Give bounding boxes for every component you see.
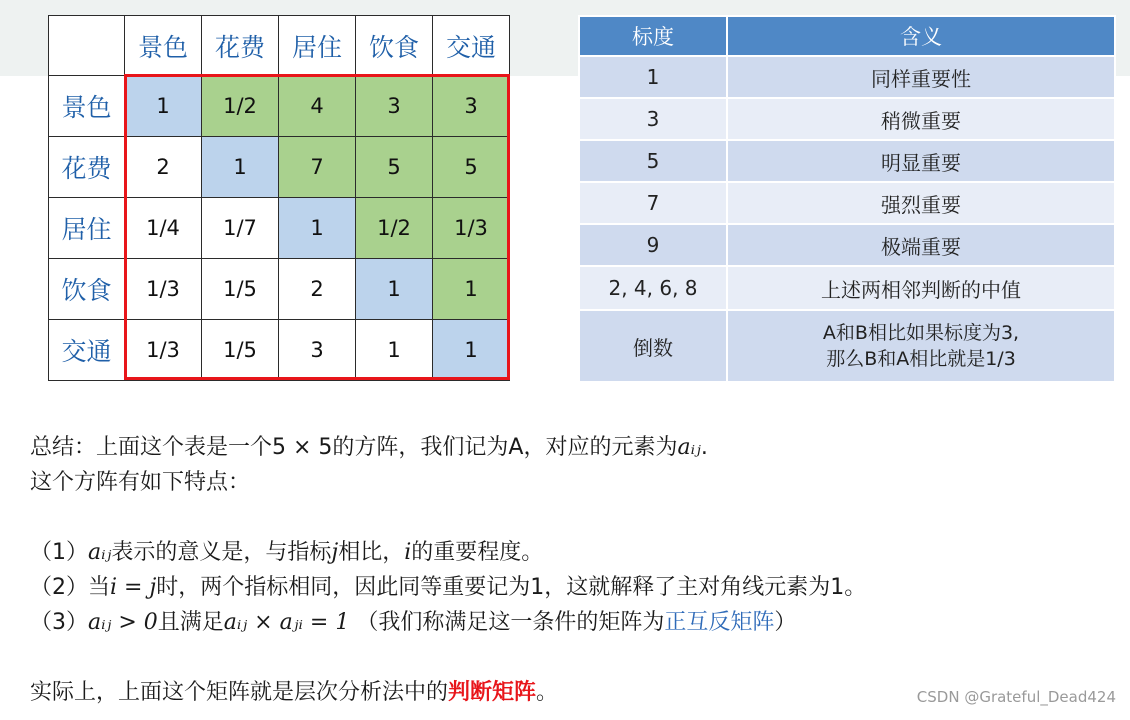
scale-meaning-table bbox=[578, 15, 1116, 383]
matrix-cell-upper: 1/3 bbox=[433, 198, 510, 259]
matrix-header-row bbox=[49, 16, 510, 76]
scale-meaning: 强烈重要 bbox=[727, 182, 1115, 224]
math-positive-condition: aᵢⱼ > 0 bbox=[88, 610, 158, 635]
scale-table-header bbox=[579, 16, 1115, 56]
matrix-cell-upper: 3 bbox=[356, 76, 433, 137]
matrix-row-header: 居住 bbox=[49, 198, 125, 259]
feature-item-1 bbox=[30, 535, 543, 566]
math-reciprocal-condition: aᵢⱼ × aⱼᵢ = 1 bbox=[223, 610, 350, 635]
scale-meaning-line: 那么B和A相比就是1/3 bbox=[826, 348, 1016, 370]
item-text: 的重要程度。 bbox=[411, 540, 544, 565]
scale-row bbox=[579, 56, 1115, 98]
matrix-col-header: 景色 bbox=[125, 16, 202, 76]
matrix-col-header: 饮食 bbox=[356, 16, 433, 76]
matrix-cell-diagonal: 1 bbox=[356, 259, 433, 320]
feature-item-2 bbox=[30, 570, 866, 601]
matrix-row bbox=[49, 137, 510, 198]
scale-meaning: 上述两相邻判断的中值 bbox=[727, 266, 1115, 310]
matrix-cell-upper: 3 bbox=[433, 76, 510, 137]
scale-row bbox=[579, 266, 1115, 310]
scale-value: 9 bbox=[579, 224, 727, 266]
conclusion-text: 。 bbox=[536, 680, 559, 705]
matrix-cell-lower: 1 bbox=[356, 320, 433, 381]
matrix-row-header: 交通 bbox=[49, 320, 125, 381]
scale-value: 倒数 bbox=[579, 310, 727, 382]
judgment-matrix-table bbox=[48, 15, 510, 381]
matrix-cell-upper: 5 bbox=[433, 137, 510, 198]
math-aij: aᵢⱼ bbox=[88, 540, 112, 565]
scale-row bbox=[579, 310, 1115, 382]
matrix-row-header: 景色 bbox=[49, 76, 125, 137]
scale-row bbox=[579, 224, 1115, 266]
matrix-cell-upper: 1/2 bbox=[356, 198, 433, 259]
matrix-row-header: 花费 bbox=[49, 137, 125, 198]
item-number: （1） bbox=[30, 540, 88, 565]
scale-value: 5 bbox=[579, 140, 727, 182]
matrix-row bbox=[49, 76, 510, 137]
matrix-row bbox=[49, 198, 510, 259]
matrix-col-header: 花费 bbox=[202, 16, 279, 76]
matrix-cell-lower: 1/3 bbox=[125, 320, 202, 381]
matrix-cell-diagonal: 1 bbox=[433, 320, 510, 381]
item-text: （我们称满足这一条件的矩阵为 bbox=[349, 610, 665, 635]
matrix-cell-lower: 2 bbox=[125, 137, 202, 198]
matrix-row-header: 饮食 bbox=[49, 259, 125, 320]
matrix-cell-lower: 1/5 bbox=[202, 320, 279, 381]
scale-value: 3 bbox=[579, 98, 727, 140]
scale-row bbox=[579, 98, 1115, 140]
matrix-cell-upper: 5 bbox=[356, 137, 433, 198]
item-text: 且满足 bbox=[157, 610, 224, 635]
scale-meaning: 极端重要 bbox=[727, 224, 1115, 266]
matrix-col-header: 交通 bbox=[433, 16, 510, 76]
math-i: i bbox=[404, 540, 412, 565]
conclusion-line bbox=[30, 675, 558, 706]
matrix-cell-upper: 1/2 bbox=[202, 76, 279, 137]
matrix-col-header: 居住 bbox=[279, 16, 356, 76]
matrix-cell-lower: 3 bbox=[279, 320, 356, 381]
watermark: CSDN @Grateful_Dead424 bbox=[916, 688, 1116, 706]
summary-text: 总结：上面这个表是一个5 × 5的方阵，我们记为A，对应的元素为 bbox=[30, 435, 678, 460]
item-text: 相比， bbox=[338, 540, 405, 565]
matrix-cell-diagonal: 1 bbox=[279, 198, 356, 259]
scale-meaning: 同样重要性 bbox=[727, 56, 1115, 98]
matrix-cell-upper: 4 bbox=[279, 76, 356, 137]
matrix-cell-lower: 1/5 bbox=[202, 259, 279, 320]
scale-meaning-line: A和B相比如果标度为3, bbox=[822, 322, 1020, 344]
math-i-equals-j: i = j bbox=[110, 575, 157, 600]
matrix-row bbox=[49, 259, 510, 320]
matrix-cell-upper: 7 bbox=[279, 137, 356, 198]
scale-row bbox=[579, 182, 1115, 224]
judgment-matrix-term: 判断矩阵 bbox=[448, 680, 537, 705]
item-text: 时，两个指标相同，因此同等重要记为1，这就解释了主对角线元素为1。 bbox=[156, 575, 867, 600]
matrix-cell-lower: 2 bbox=[279, 259, 356, 320]
math-aij: aᵢⱼ bbox=[677, 435, 701, 460]
scale-value: 1 bbox=[579, 56, 727, 98]
item-text: ） bbox=[774, 610, 797, 635]
reciprocal-matrix-term: 正互反矩阵 bbox=[664, 610, 775, 635]
math-j: j bbox=[331, 540, 339, 565]
meaning-header: 含义 bbox=[727, 16, 1115, 56]
item-text: （2）当 bbox=[30, 575, 110, 600]
scale-meaning bbox=[727, 310, 1115, 382]
summary-line bbox=[30, 430, 708, 461]
matrix-cell-lower: 1/3 bbox=[125, 259, 202, 320]
item-number: （3） bbox=[30, 610, 88, 635]
scale-meaning: 明显重要 bbox=[727, 140, 1115, 182]
scale-header: 标度 bbox=[579, 16, 727, 56]
matrix-corner-cell bbox=[49, 16, 125, 76]
matrix-cell-lower: 1/7 bbox=[202, 198, 279, 259]
matrix-row bbox=[49, 320, 510, 381]
item-text: 表示的意义是，与指标 bbox=[111, 540, 332, 565]
matrix-cell-lower: 1/4 bbox=[125, 198, 202, 259]
features-intro: 这个方阵有如下特点： bbox=[30, 470, 251, 495]
matrix-cell-diagonal: 1 bbox=[125, 76, 202, 137]
scale-value: 7 bbox=[579, 182, 727, 224]
conclusion-text: 实际上，上面这个矩阵就是层次分析法中的 bbox=[30, 680, 449, 705]
scale-meaning: 稍微重要 bbox=[727, 98, 1115, 140]
matrix-cell-diagonal: 1 bbox=[202, 137, 279, 198]
matrix-cell-upper: 1 bbox=[433, 259, 510, 320]
scale-value: 2, 4, 6, 8 bbox=[579, 266, 727, 310]
feature-item-3 bbox=[30, 605, 796, 636]
summary-text: . bbox=[700, 435, 708, 460]
scale-row bbox=[579, 140, 1115, 182]
